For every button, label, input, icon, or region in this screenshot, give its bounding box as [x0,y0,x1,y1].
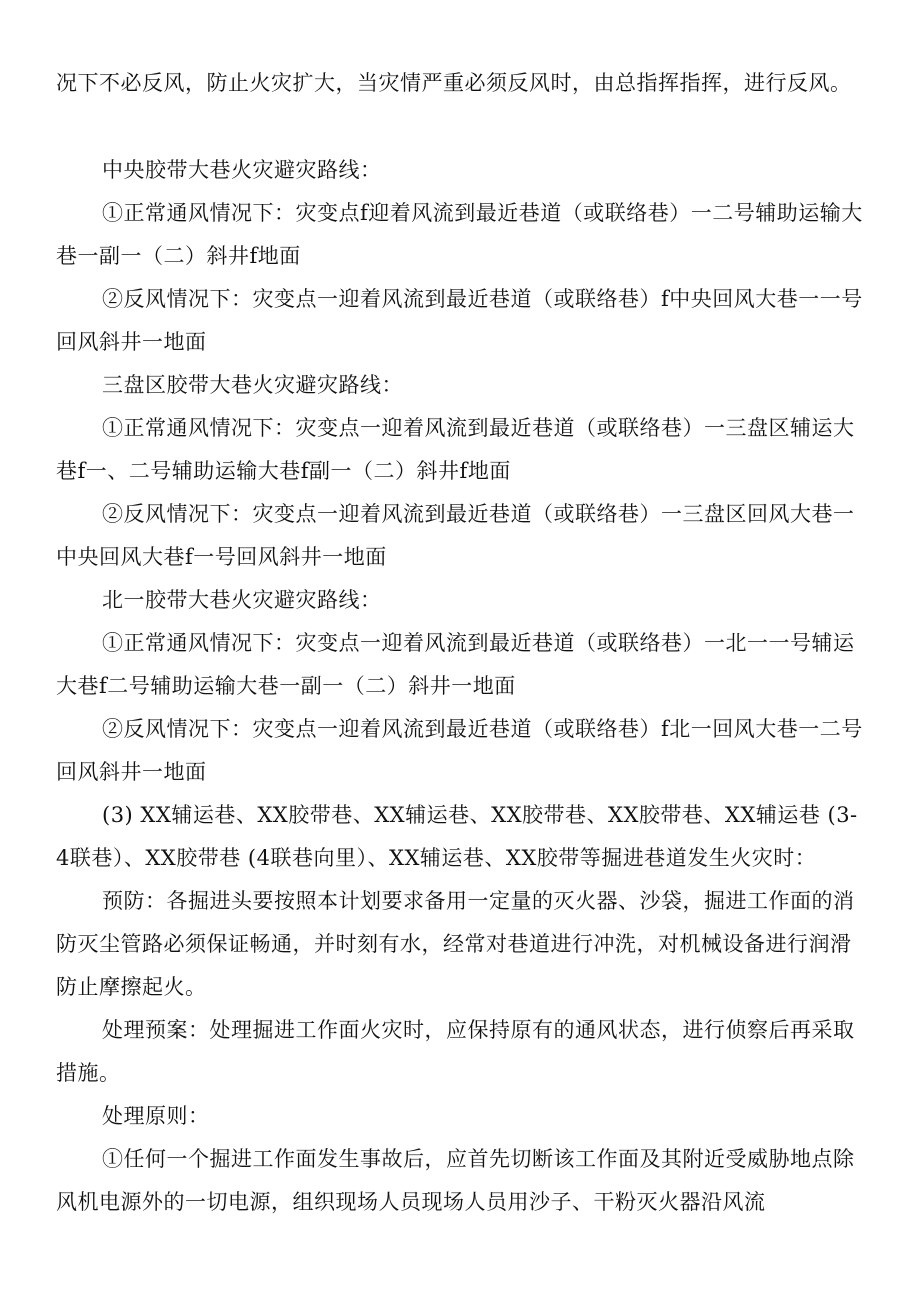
section-heading-excavation-fire: (3) XX辅运巷、XX胶带巷、XX辅运巷、XX胶带巷、XX胶带巷、XX辅运巷 (3-4联巷）、XX胶带巷 (4联巷向里）、XX辅运巷、XX胶带等掘进巷道发生火灾时： [56,803,858,870]
route-reverse-central: ②反风情况下：灾变点一迎着风流到最近巷道（或联络巷）f中央回风大巷一一号回风斜井一地面 [56,287,863,354]
section-heading-central-belt: 中央胶带大巷火灾避灾路线： [102,158,382,182]
section-heading-third-panel: 三盘区胶带大巷火灾避灾路线： [102,373,403,397]
route-normal-third-panel: ①正常通风情况下：灾变点一迎着风流到最近巷道（或联络巷）一三盘区辅运大巷f一、二号辅助运输大巷f副一（二）斜井f地面 [56,416,855,483]
paragraph-continuation: 况下不必反风，防止火灾扩大，当灾情严重必须反风时，由总指挥指挥，进行反风。 [56,71,852,95]
handling-principle-item-1: ①任何一个掘进工作面发生事故后，应首先切断该工作面及其附近受威胁地点除风机电源外的一切电源，组织现场人员现场人员用沙子、干粉灭火器沿风流 [56,1147,855,1214]
route-reverse-north-one: ②反风情况下：灾变点一迎着风流到最近巷道（或联络巷）f北一回风大巷一二号回风斜井一地面 [56,717,863,784]
route-normal-central: ①正常通风情况下：灾变点f迎着风流到最近巷道（或联络巷）一二号辅助运输大巷一副一（二）斜井f地面 [56,201,863,268]
route-normal-north-one: ①正常通风情况下：灾变点一迎着风流到最近巷道（或联络巷）一北一一号辅运大巷f二号辅助运输大巷一副一（二）斜井一地面 [56,631,855,698]
section-heading-north-one: 北一胶带大巷火灾避灾路线： [102,588,382,612]
handling-plan-paragraph: 处理预案：处理掘进工作面火灾时，应保持原有的通风状态，进行侦察后再采取措施。 [56,1018,855,1085]
handling-principle-heading: 处理原则： [102,1104,210,1128]
route-reverse-third-panel: ②反风情况下：灾变点一迎着风流到最近巷道（或联络巷）一三盘区回风大巷一中央回风大巷f一号回风斜井一地面 [56,502,855,569]
prevention-paragraph: 预防：各掘进头要按照本计划要求备用一定量的灭火器、沙袋，掘进工作面的消防灭尘管路必须保证畅通，并时刻有水，经常对巷道进行冲洗，对机械设备进行润滑防止摩擦起火。 [56,889,855,999]
